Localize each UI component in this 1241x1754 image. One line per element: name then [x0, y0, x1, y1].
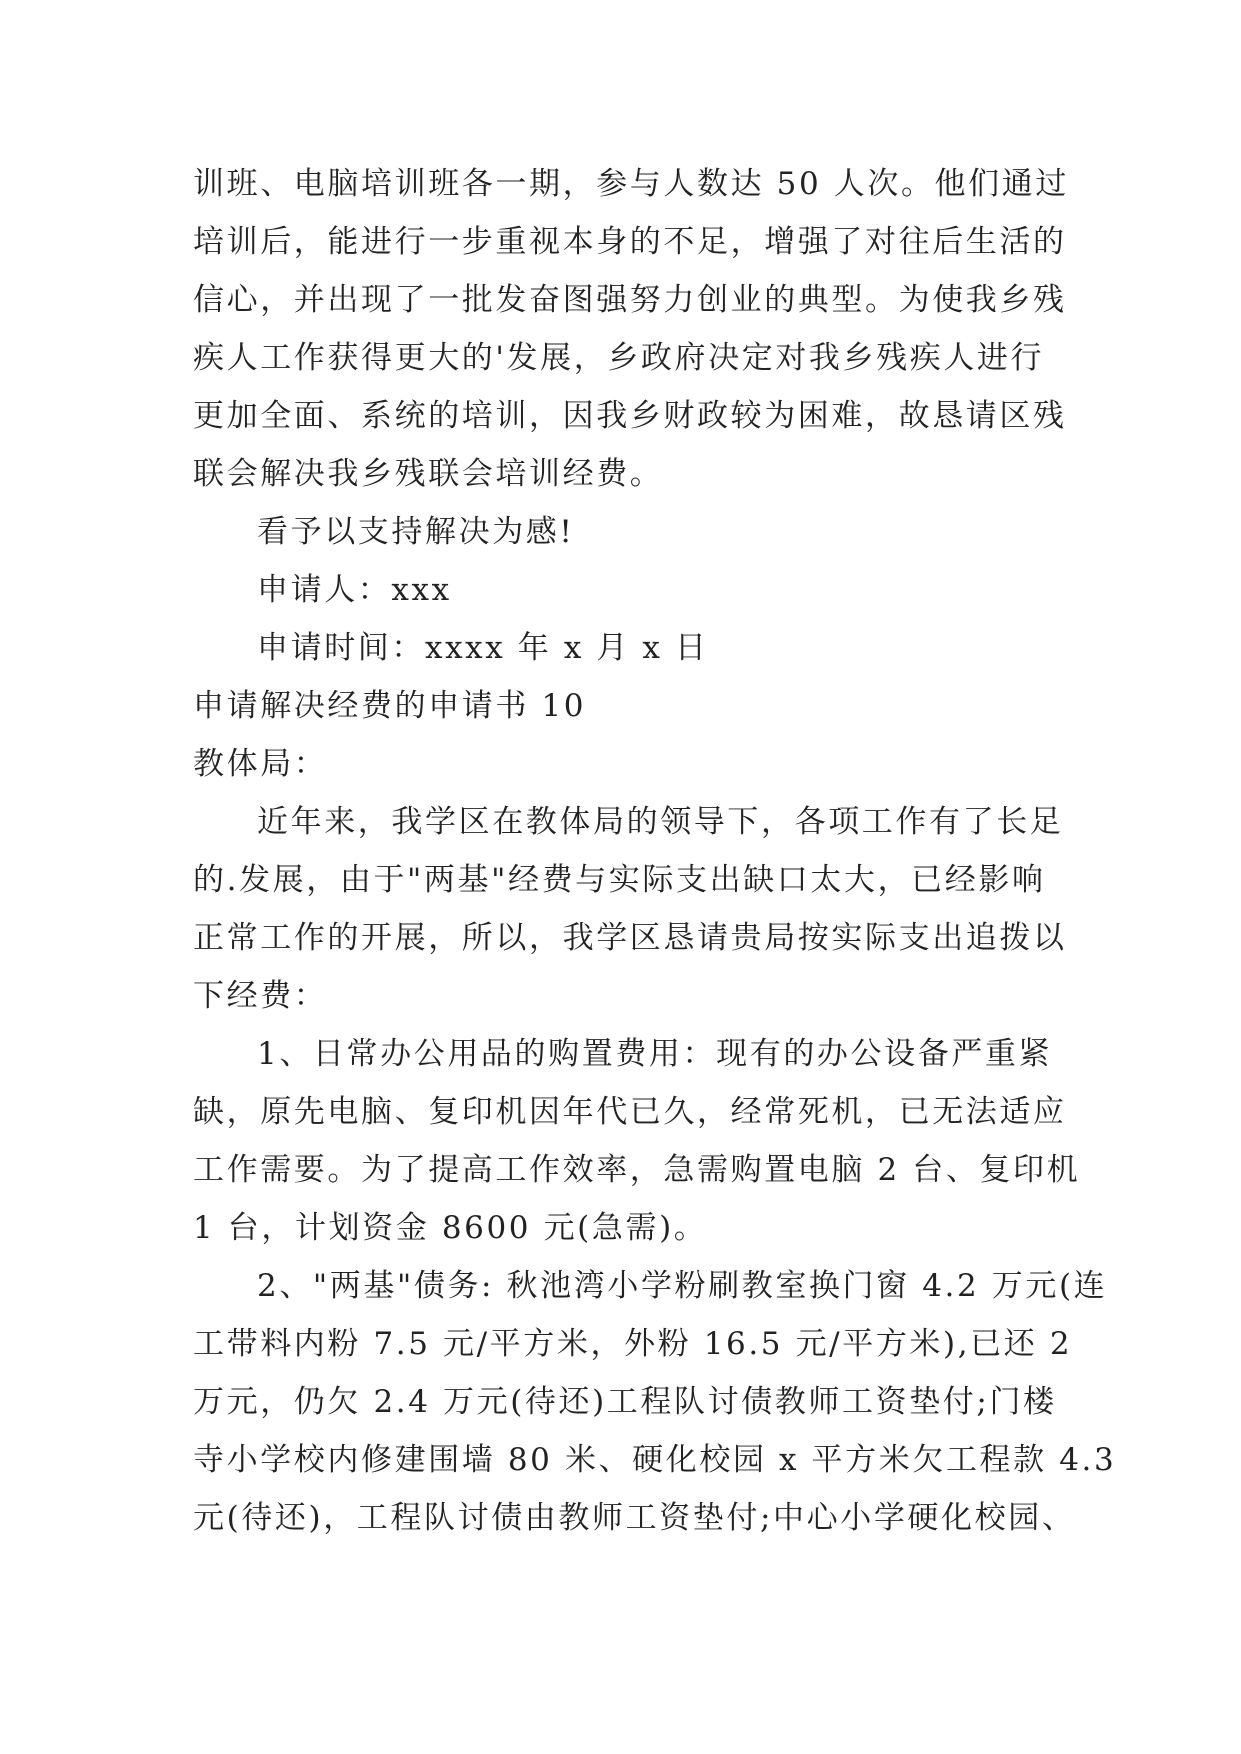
text-line: 联会解决我乡残联会培训经费。: [193, 456, 664, 492]
addressee: [193, 735, 1073, 793]
paragraph-applicant: [193, 561, 1073, 619]
text-line: 培训后，能进行一步重视本身的不足，增强了对往后生活的: [193, 224, 1067, 260]
text-line: 信心，并出现了一批发奋图强努力创业的典型。为使我乡残: [193, 282, 1067, 318]
text-line: 的.发展，由于"两基"经费与实际支出缺口太大，已经影响: [193, 862, 1046, 898]
section-title: [193, 677, 1073, 735]
application-date-line: 申请时间：xxxx 年 x 月 x 日: [257, 630, 709, 666]
text-line: 工带料内粉 7.5 元/平方米，外粉 16.5 元/平方米),已还 2: [193, 1326, 1073, 1362]
text-line: 看予以支持解决为感!: [257, 514, 575, 550]
paragraph-item-2: [193, 1257, 1117, 1547]
text-line: 万元，仍欠 2.4 万元(待还)工程队讨债教师工资垫付;门楼: [193, 1384, 1057, 1420]
text-line: 1 台，计划资金 8600 元(急需)。: [193, 1210, 708, 1246]
text-line: 下经费：: [193, 978, 328, 1014]
applicant-line: 申请人：xxx: [257, 572, 452, 608]
paragraph-closing-request: [193, 503, 1073, 561]
paragraph-introduction: [193, 793, 1073, 1025]
text-line: 寺小学校内修建围墙 80 米、硬化校园 x 平方米欠工程款 4.3: [193, 1442, 1117, 1478]
text-line: 元(待还)，工程队讨债由教师工资垫付;中心小学硬化校园、: [193, 1500, 1076, 1536]
text-line: 缺，原先电脑、复印机因年代已久，经常死机，已无法适应: [193, 1094, 1067, 1130]
text-line: 更加全面、系统的培训，因我乡财政较为困难，故恳请区残: [193, 398, 1067, 434]
document-page: [193, 155, 1117, 1547]
paragraph-training-summary: [193, 155, 1073, 503]
text-line: 工作需要。为了提高工作效率，急需购置电脑 2 台、复印机: [193, 1152, 1081, 1188]
text-line: 2、"两基"债务: 秋池湾小学粉刷教室换门窗 4.2 万元(连: [257, 1268, 1108, 1304]
paragraph-application-date: [193, 619, 1073, 677]
text-line: 正常工作的开展，所以，我学区恳请贵局按实际支出追拨以: [193, 920, 1067, 956]
text-line: 疾人工作获得更大的'发展，乡政府决定对我乡残疾人进行: [193, 340, 1045, 376]
document-heading: 申请解决经费的申请书 10: [193, 688, 587, 724]
addressee-line: 教体局：: [193, 746, 328, 782]
text-line: 近年来，我学区在教体局的领导下，各项工作有了长足: [257, 804, 1064, 840]
text-line: 训班、电脑培训班各一期，参与人数达 50 人次。他们通过: [193, 166, 1069, 202]
text-line: 1、日常办公用品的购置费用：现有的办公设备严重紧: [257, 1036, 1053, 1072]
paragraph-item-1: [193, 1025, 1081, 1257]
